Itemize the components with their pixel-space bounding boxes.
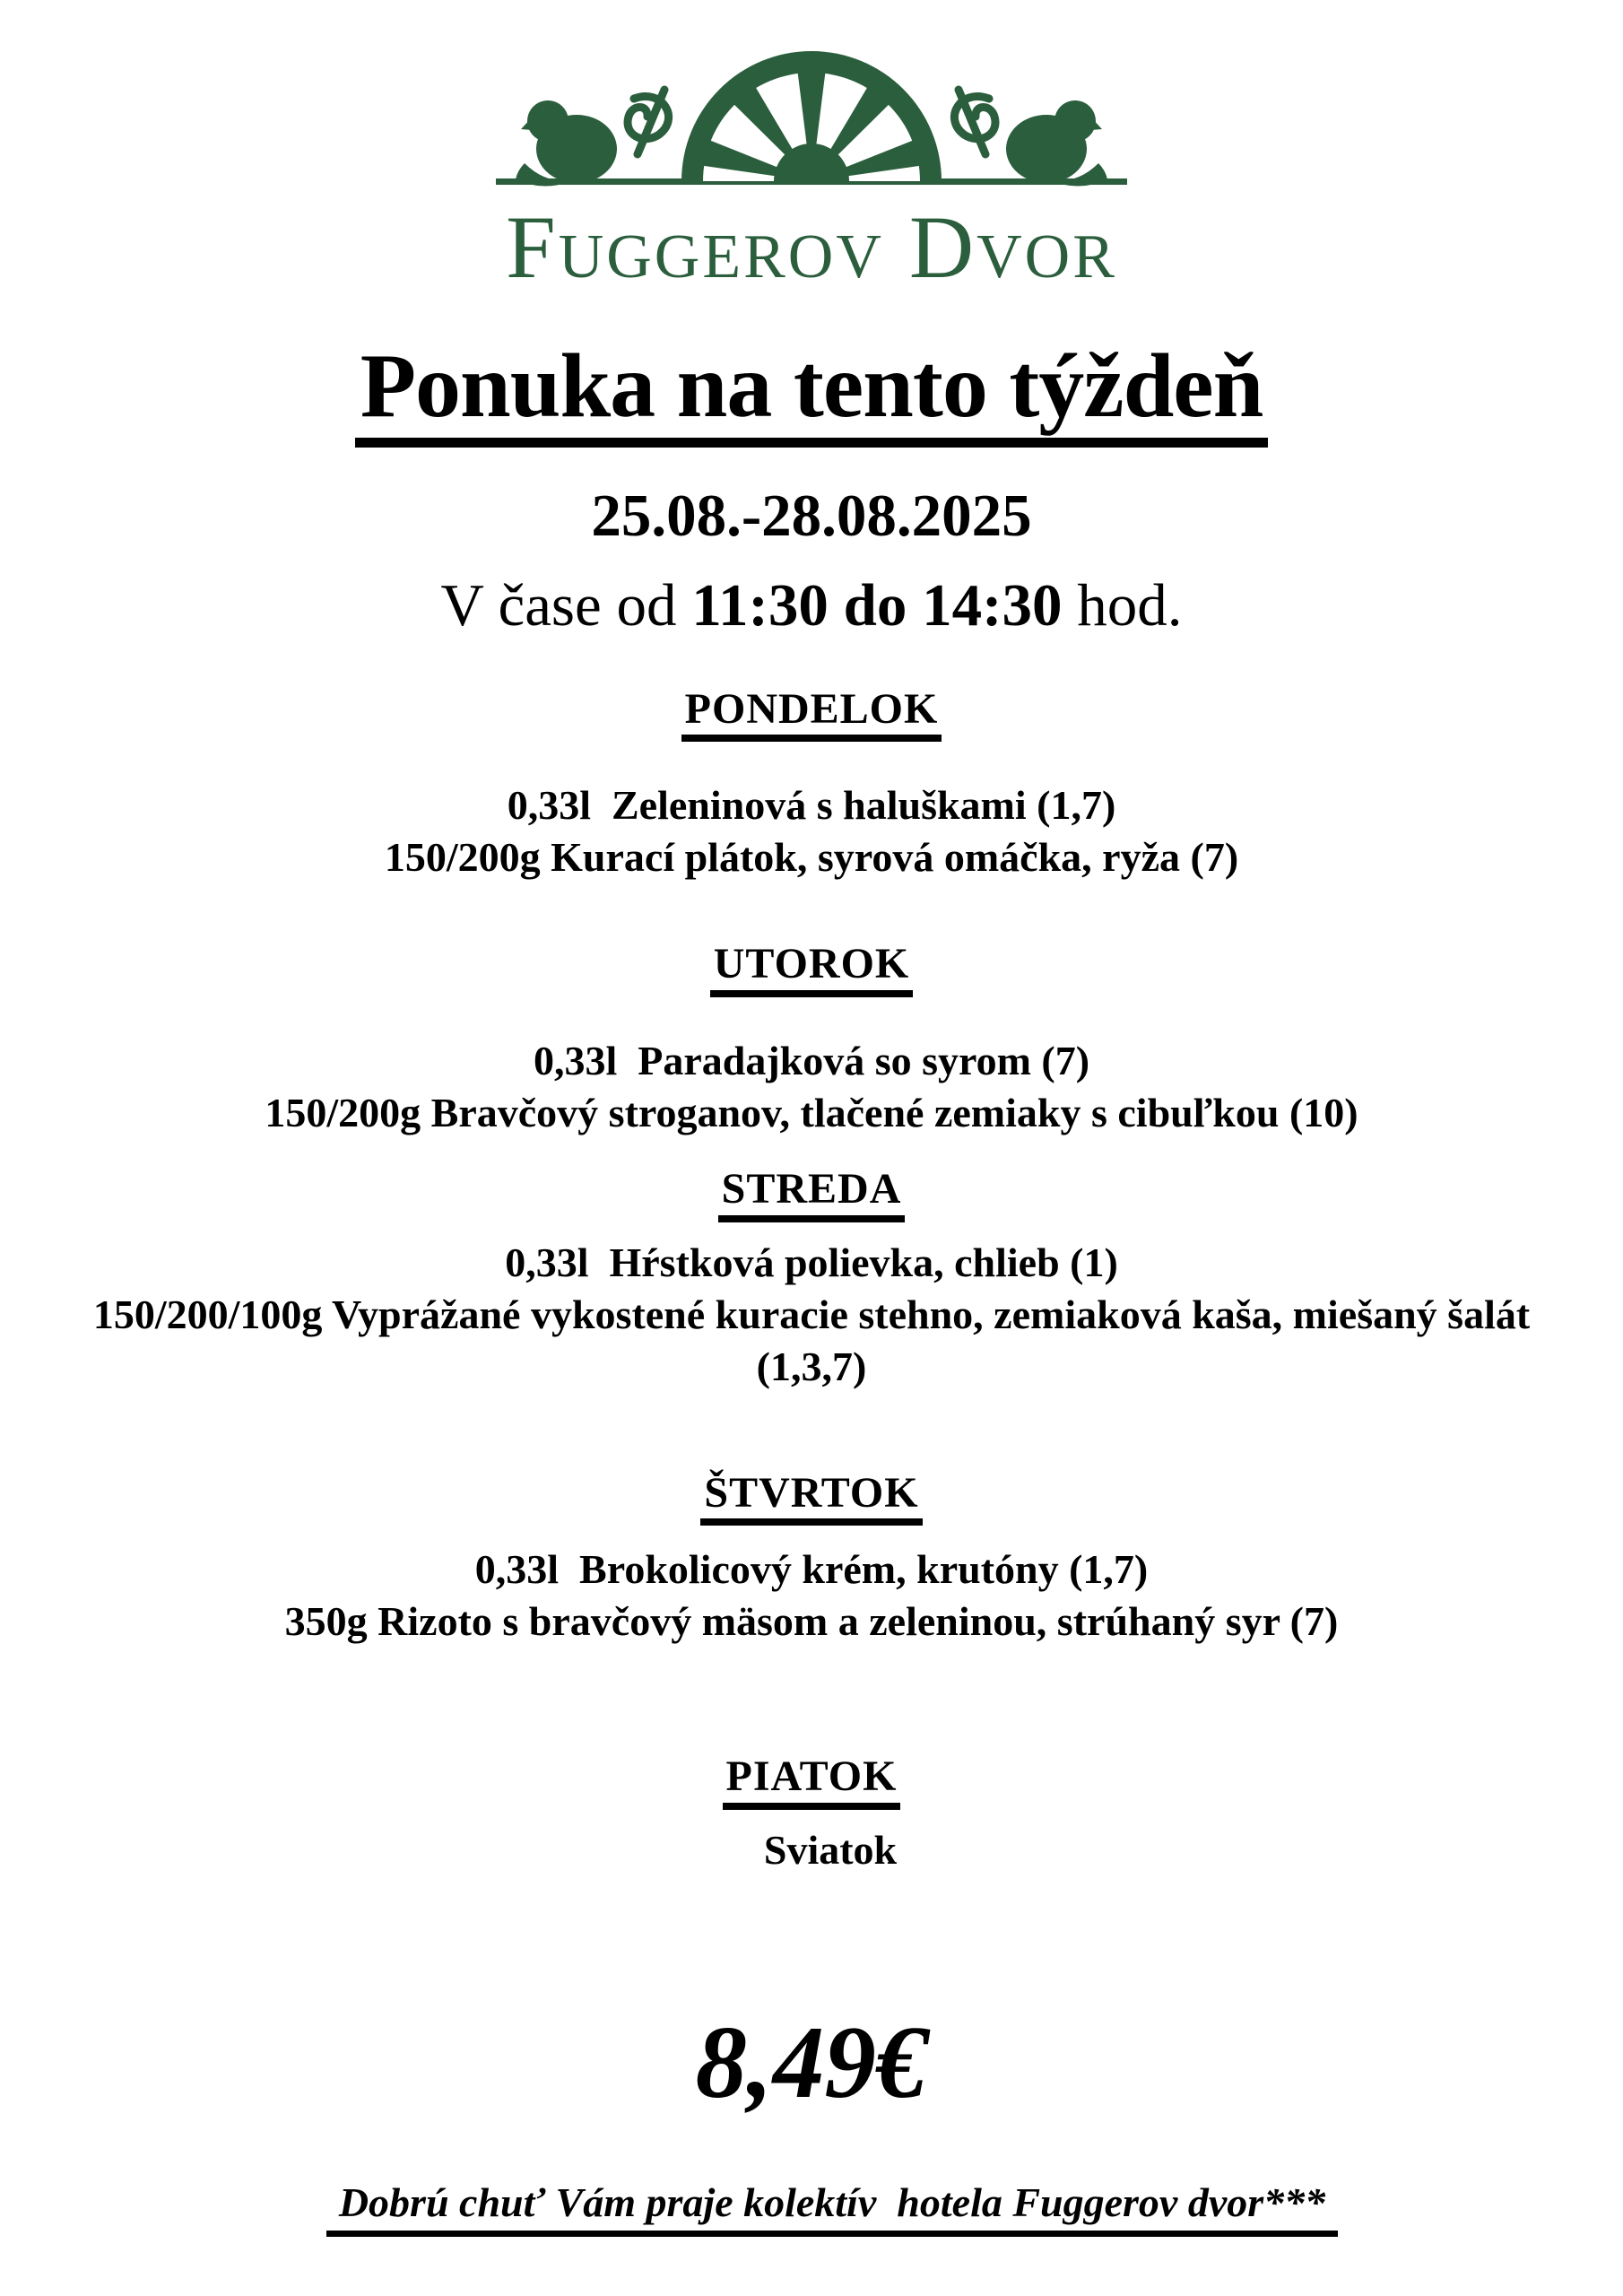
- day-items-utorok: [49, 1035, 1574, 1139]
- menu-item: 0,33l Hŕstková polievka, chlieb (1): [505, 1239, 1118, 1285]
- logo-flourish-right-icon: [954, 90, 995, 154]
- menu-item: 0,33l Paradajková so syrom (7): [533, 1038, 1090, 1084]
- page-title: Ponuka na tento týždeň: [0, 337, 1623, 448]
- day-heading-streda: STREDA: [0, 1166, 1623, 1222]
- menu-item: 0,33l Zeleninová s haluškami (1,7): [507, 782, 1116, 829]
- logo-emblem-icon: [471, 47, 1152, 201]
- date-range: 25.08.-28.08.2025: [591, 483, 1032, 550]
- menu-item: Sviatok: [763, 1827, 898, 1874]
- logo-bird-left-icon: [516, 100, 617, 187]
- serving-time-prefix: V čase od: [440, 571, 692, 639]
- menu-item: 0,33l Brokolicový krém, krutóny (1,7): [474, 1546, 1149, 1593]
- logo-arch-icon: [681, 51, 942, 181]
- day-heading-pondelok: PONDELOK: [0, 686, 1623, 743]
- menu-item: 150/200/100g Vyprážané vykostené kuracie stehno, zemiaková kaša, miešaný šalát (1,3,7): [92, 1291, 1541, 1389]
- day-heading-utorok: UTOROK: [0, 941, 1623, 997]
- day-section-stvrtok: [0, 1470, 1623, 1648]
- logo-bird-right-icon: [1006, 100, 1107, 187]
- day-heading-piatok: PIATOK: [0, 1753, 1623, 1810]
- menu-price: 8,49€: [695, 2005, 928, 2120]
- serving-time-hours: 11:30 do 14:30: [691, 571, 1063, 639]
- day-section-utorok: [0, 941, 1623, 1139]
- day-section-streda: [0, 1166, 1623, 1393]
- logo-flourish-left-icon: [628, 90, 669, 154]
- day-items-streda: [49, 1237, 1574, 1393]
- hotel-name: Fuggerov Dvor: [506, 197, 1117, 297]
- footer-greeting: Dobrú chuť Vám praje kolektív hotela Fuggerov dvor***: [0, 2128, 1623, 2287]
- menu-item: 150/200g Kurací plátok, syrová omáčka, ryža (7): [384, 834, 1239, 881]
- serving-time: [0, 573, 1623, 639]
- day-heading-stvrtok: ŠTVRTOK: [0, 1470, 1623, 1526]
- menu-item: 150/200g Bravčový stroganov, tlačené zemiaky s cibuľkou (10): [265, 1089, 1358, 1135]
- day-items-pondelok: [49, 779, 1574, 883]
- day-items-piatok: [49, 1824, 1574, 1876]
- logo: [0, 0, 1623, 297]
- logo-wordmark: [0, 197, 1623, 297]
- day-items-stvrtok: [49, 1544, 1574, 1648]
- day-section-piatok: [0, 1753, 1623, 1876]
- day-section-pondelok: [0, 686, 1623, 884]
- serving-time-suffix: hod.: [1062, 571, 1183, 639]
- menu-item: 350g Rizoto s bravčový mäsom a zeleninou, strúhaný syr (7): [284, 1598, 1339, 1645]
